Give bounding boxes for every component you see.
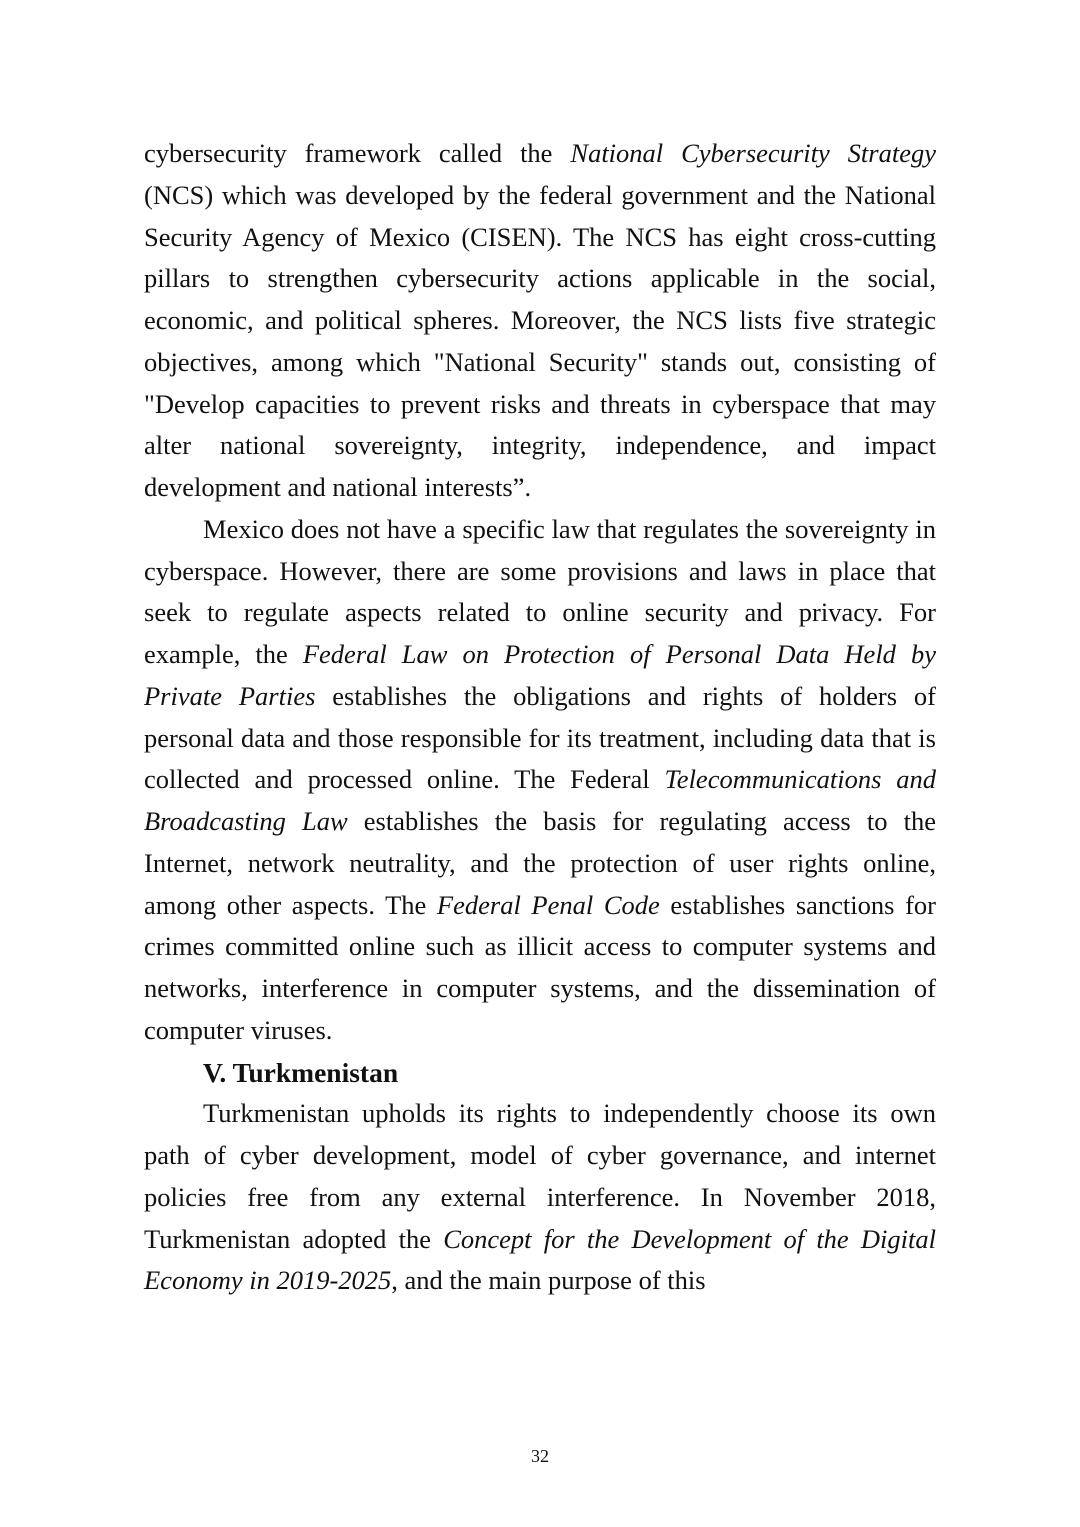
text-run: establishes the obligations and rights of holders of personal data and those responsible for its treatment, including data that is collected and processed online. The Federal [144,680,936,795]
text-run: Turkmenistan upholds its rights to independently choose its own path of cyber development, model of cyber governance, and internet policies free from any external interference. In November 2018, Turkmenistan adopted the [144,1098,936,1254]
paragraph-mexico-laws [144,509,936,1052]
section-heading: V. Turkmenistan [203,1056,399,1088]
paragraph-ncs [144,133,936,509]
paragraph-turkmenistan [144,1093,936,1302]
text-run: cybersecurity framework called the [144,138,571,168]
text-run: Mexico does not have a specific law that regulates the sovereignty in cyberspace. However, there are some provisions and laws in place that seek to regulate aspects related to online security and privacy. For example, the [144,513,936,669]
italic-title-penal-code: Federal Penal Code [436,889,660,920]
body-text [144,133,936,1302]
italic-title-data-protection-law: Federal Law on Protection of Personal Data Held by Private Parties [144,639,936,711]
italic-title-telecom-law: Telecommunications and Broadcasting Law [144,764,936,836]
italic-title-ncs: National Cybersecurity Strategy [570,138,936,168]
text-run: , and the main purpose of this [391,1265,706,1296]
text-run: (NCS) which was developed by the federal government and the National Security Agency of Mexico (CISEN). The NCS has eight cross-cutting pillars to strengthen cybersecurity actions applicable in the social, economic, and political spheres. Moreover, the NCS lists five strategic objectives, among which "National Security" stands out, consisting of "Develop capacities to prevent risks and threats in cyberspace that may alter national sovereignty, integrity, independence, and impact development and national interests”. [144,179,936,502]
text-run: establishes the basis for regulating access to the Internet, network neutrality, and the protection of user rights online, among other aspects. The [144,806,937,920]
page-number: 32 [531,1446,549,1466]
italic-title-digital-economy-concept: Concept for the Development of the Digital Economy in 2019-2025 [144,1223,937,1296]
text-run: establishes sanctions for crimes committed online such as illicit access to computer systems and networks, interference in computer systems, and the dissemination of computer viruses. [144,889,936,1045]
